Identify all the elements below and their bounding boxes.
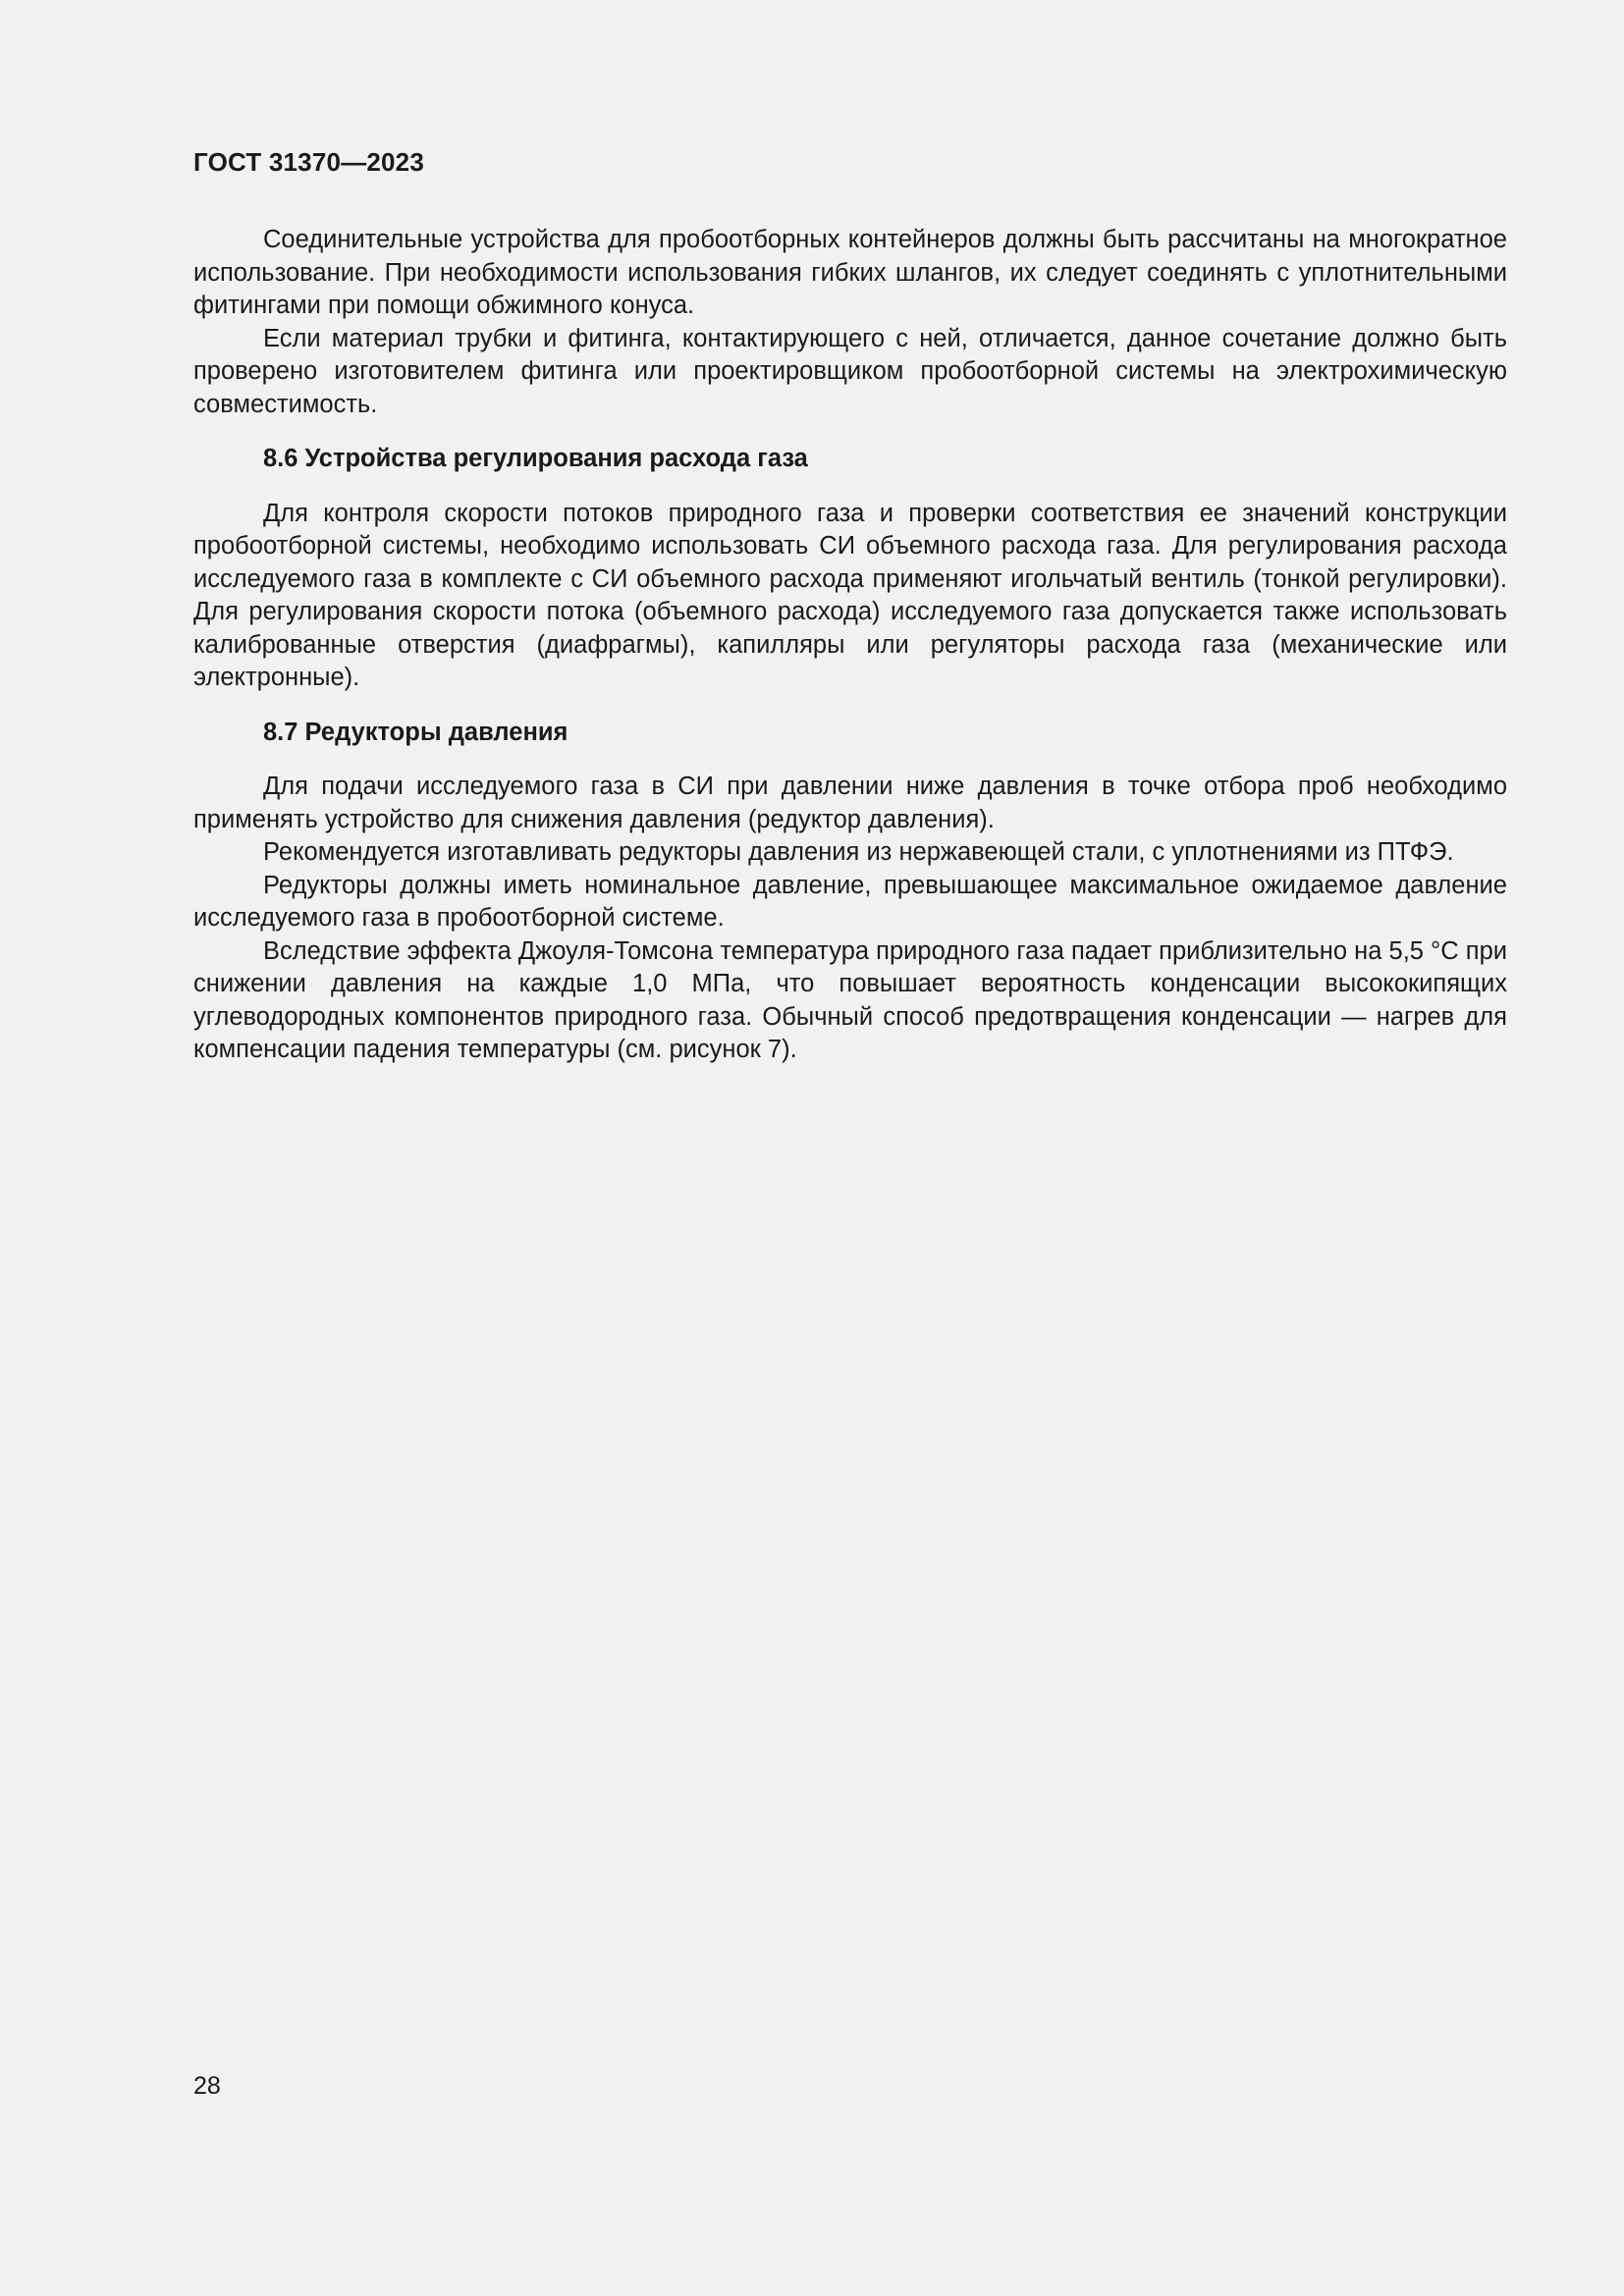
page-number: 28	[193, 2072, 221, 2100]
body-paragraph: Рекомендуется изготавливать редукторы давления из нержавеющей стали, с уплотнениями из ПТФЭ.	[263, 838, 1454, 866]
body-paragraph: Если материал трубки и фитинга, контактирующего с ней, отличается, данное сочетание должно быть проверено изготовителем фитинга или проектировщиком пробоотборной системы на электрохимическую совместимость.	[193, 324, 1507, 418]
body-paragraph: Соединительные устройства для пробоотборных контейнеров должны быть рассчитаны на многократное использование. При необходимости использования гибких шлангов, их следует соединять с уплотнительными фитингами при помощи обжимного конуса.	[193, 226, 1507, 319]
body-paragraph: Для контроля скорости потоков природного газа и проверки соответствия ее значений конструкции пробоотборной системы, необходимо использовать СИ объемного расхода газа. Для регулирования расхода исследуемого газа в комплекте с СИ объемного расхода применяют игольчатый вентиль (тонкой регулировки). Для регулирования скорости потока (объемного расхода) исследуемого газа допускается также использовать калиброванные отверстия (диафрагмы), капилляры или регуляторы расхода газа (механические или электронные).	[193, 499, 1507, 691]
body-paragraph: Вследствие эффекта Джоуля-Томсона температура природного газа падает приблизительно на 5,5 °С при снижении давления на каждые 1,0 МПа, что повышает вероятность конденсации высококипящих углеводородных компонентов природного газа. Обычный способ предотвращения конденсации — нагрев для компенсации падения температуры (см. рисунок 7).	[193, 936, 1507, 1063]
body-paragraph: Для подачи исследуемого газа в СИ при давлении ниже давления в точке отбора проб необходимо применять устройство для снижения давления (редуктор давления).	[193, 773, 1507, 833]
section-heading-8-6: 8.6 Устройства регулирования расхода газа	[263, 445, 808, 472]
page-body	[193, 224, 1507, 1067]
section-heading-8-7: 8.7 Редукторы давления	[263, 718, 568, 746]
body-paragraph: Редукторы должны иметь номинальное давление, превышающее максимальное ожидаемое давление исследуемого газа в пробоотборной системе.	[193, 871, 1507, 932]
document-code: ГОСТ 31370—2023	[193, 147, 424, 177]
